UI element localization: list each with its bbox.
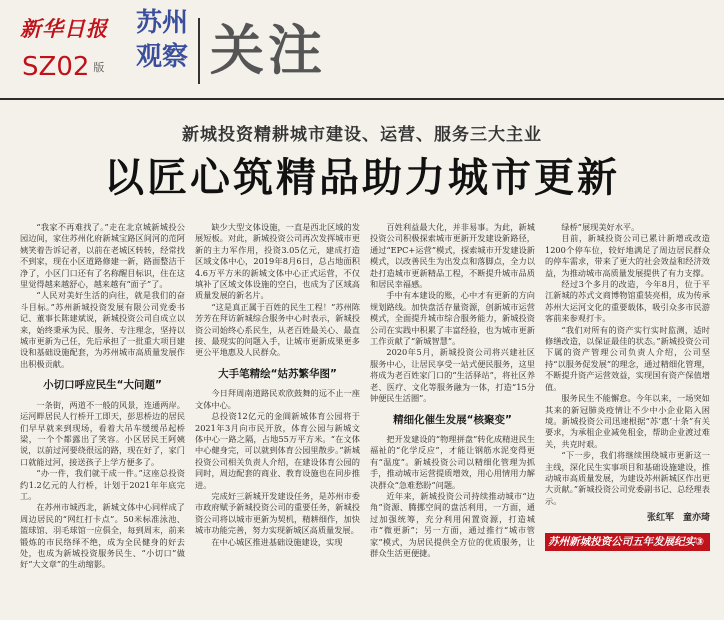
- paragraph: “下一步，我们将继续围绕城市更新这一主线，深化民生实事项目和基础设施建设，推动城市高质量发展，为建设苏州新城区作出更大贡献。”新城投资公司党委副书记、总经理表示。: [545, 450, 710, 506]
- edition-suffix: 版: [93, 60, 105, 74]
- paragraph: 目前，新城投资公司已累计新增或改造1200个停车位，较好地满足了周边居民群众的停车需求，带来了更大的社会效益和经济效益，为推动城市高质量发展提供了有力支撑。: [545, 233, 710, 278]
- article-column-4: [545, 222, 710, 614]
- paragraph: “这是真正属于百姓的民生工程！”苏州陈芳芳在拜访新城综合服务中心时表示，新城投资公司始终心系民生，从老百姓最关心、最直接、最现实的问题入手，让城市更新成果更多更公平地惠及人民群众。: [195, 301, 360, 358]
- paragraph: “办一件，我们就干成一件。”这座总投资约1.2亿元的人行桥，计划于2021年年底完工。: [20, 468, 185, 501]
- paragraph: “我们对所有的资产实行实时监测，适时修缮改造，以保证最佳的状态。”新城投资公司下属的资产管理公司负责人介绍，公司坚持“以服务促发展”的理念，通过精细化管理，不断提升资产运营效益，实现国有资产保值增值。: [545, 324, 710, 392]
- article-subtitle: 新城投资精耕城市建设、运营、服务三大主业: [182, 125, 542, 145]
- section-subhead: 小切口呼应民生“大问题”: [43, 379, 162, 392]
- header-rule: [0, 98, 724, 100]
- article-column-2: [195, 222, 360, 614]
- edition-code: [22, 52, 104, 83]
- section-line-2: 观察: [135, 42, 188, 72]
- paragraph: 把开发建设的“物理拼盘”转化成精进民生福祉的“化学反应”，才能让钢筋水泥变得更有“温度”。新城投资公司以精细化管理为抓手，推动城市运营提质增效，用心用情用力解决群众“急难愁盼”问题。: [370, 433, 535, 490]
- paragraph: 完成好三新城开发建设任务，是苏州市委市政府赋予新城投资公司的重要任务，新城投资公司将以城市更新为契机，精耕细作，加快城市功能完善，努力实现新城区高质量发展。: [195, 490, 360, 536]
- paragraph: 经过3个多月的改造，今年8月，位于平江新城的苏式文商博物馆重装亮相，成为传承苏州大运河文化的重要载体，吸引众多市民游客前来参观打卡。: [545, 279, 710, 324]
- section-name: [130, 8, 194, 98]
- article-column-3: [370, 222, 535, 614]
- paragraph: “我家不再难找了。”走在北京城新城投公园边间，家住苏州化府新城宝路区间河的范阿姨笑着告诉记者，以前在老城区转转，经常找不到家，现在小区道路修建一新，路面整洁干净了，小区门口还有了名称醒目标识，住在这里觉得越来越舒心，越来越有“面子”了。: [20, 222, 185, 290]
- paragraph: 在苏州市城西北，新城文体中心同样成了周边居民的“网红打卡点”。50米标准泳池、篮球馆、羽毛球馆一应俱全，每到周末，前来锻炼的市民络绎不绝，成为全民健身的好去处，也成为新城投资服务民生、“小切口”做好“大文章”的生动缩影。: [20, 502, 185, 570]
- paragraph: 2020年5月，新城投资公司将兴建社区服务中心，让居民享受一站式便民服务，这里将成为老百姓家门口的“生活驿站”，将社区养老、医疗、文化等服务融为一体，打造“15分钟便民生活圈”。: [370, 347, 535, 404]
- section-subhead: 精细化催生发展“核聚变”: [393, 413, 512, 426]
- paragraph: 绿桥”展现美好水平。: [561, 222, 640, 232]
- paragraph: 在中心城区推进基础设施建设，实现: [211, 536, 343, 547]
- paragraph: 服务民生不能懈怠。今年以来，一场突如其来的新冠肺炎疫情让不少中小企业陷入困境。新城投资公司迅速根据“苏‘惠’十条”有关要求，为承租企业减免租金，帮助企业渡过难关，共克时艰。: [545, 393, 710, 449]
- article-byline: 张红军 童亦琦: [646, 513, 710, 524]
- masthead-divider: [198, 18, 200, 84]
- newspaper-logo: 新华日报: [20, 16, 108, 41]
- section-focus-label: 关注: [210, 19, 326, 82]
- article-body: [20, 222, 710, 614]
- paragraph: 手中有本建设的账，心中才有更新的方向规划路线。加快盘活存量资源，创新城市运营模式，全面提升城市综合服务能力，新城投资公司在实践中积累了丰富经验，也为城市更新工作贡献了“新城智慧”。: [370, 290, 535, 347]
- series-banner: 苏州新城投资公司五年发展纪实③: [545, 533, 710, 551]
- paragraph: 缺少大型文体设施，一直是西北区域的发展短板。对此，新城投资公司再次发挥城市更新的主力军作用，投资3.05亿元，建成打造区域文体中心，2019年8月6日，总占地面积4.6万平方米的新城文体中心正式运营，不仅填补了区域文体设施的空白，也成为了区域高质量发展的新名片。: [195, 222, 360, 301]
- edition-number: SZ02: [22, 52, 90, 82]
- paragraph: 百姓利益最大化，并非易事。为此，新城投资公司积极探索城市更新开发建设新路径，通过“EPC+运营”模式，探索城市开发建设新模式，以改善民生为出发点和落脚点，全力以赴打造城市更新精品工程，不断提升城市品质和居民幸福感。: [370, 222, 535, 290]
- paragraph: 总投资12亿元的金阊新城体育公园将于2021年3月向市民开放，体育公园与新城文体中心一路之隔，占地55万平方米。“在文体中心健身完，可以就到体育公园里散步。”新城投资公司相关负责人介绍，在建设体育公园的同时，周边配套的商业、教育设施也在同步推进。: [195, 411, 360, 490]
- paragraph: 近年来，新城投资公司持续推动城市“边角”资源、腾挪空间的盘活利用，一方面，通过加强统筹，充分利用闲置资源，打造城市“微更新”；另一方面，通过推行“城市管家”模式，为居民提供全方位的优质服务，让群众生活更便捷。: [370, 490, 535, 558]
- paragraph: “人民对美好生活的向往，就是我们的奋斗目标。”苏州新城投资发展有限公司党委书记、董事长陈建斌说，新城投资公司自成立以来，始终秉承为民、服务、专注理念，坚持以城市更新为己任，先后承担了一批重大项目建设和基础设施配套，为苏州城市高质量发展作出积极贡献。: [20, 290, 185, 369]
- masthead: [0, 0, 724, 98]
- article-column-1: [20, 222, 185, 614]
- paragraph: 一条街，两道不一般的风景，连通两岸。运河畔居民人行桥开工即天，彭思桥边的居民们早早就来到现场，看着大吊车缓缓吊起桥梁，一个个都露出了笑容。小区居民王阿姨说，以前过河要绕很远的路，现在好了，家门口就能过河，接送孩子上学方便多了。: [20, 399, 185, 467]
- article-headline: 以匠心筑精品助力城市更新: [104, 155, 620, 201]
- section-line-1: 苏州: [135, 8, 188, 38]
- paragraph: 今日拜周南道路民欢欣鼓舞的远不止一座文体中心。: [195, 388, 360, 410]
- section-subhead: 大手笔精绘“姑苏繁华图”: [218, 367, 337, 380]
